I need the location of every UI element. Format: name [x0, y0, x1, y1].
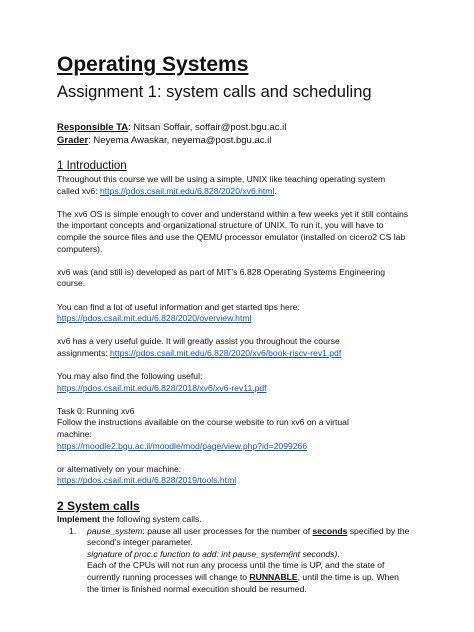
- grader-role-label: Grader: [57, 134, 89, 146]
- item-line6: the timer is finished normal execution should be resumed.: [87, 583, 307, 594]
- staff-block: [57, 122, 457, 147]
- intro-p1-line1: Throughout this course we will be using a simple, UNIX like teaching operating system: [57, 174, 386, 184]
- intro-p4-line1: You can find a lot of useful information and get started tips here:: [57, 301, 300, 312]
- alternative-paragraph: [57, 464, 457, 487]
- list-item: [57, 526, 457, 596]
- implement-rest: the following system calls.: [99, 514, 202, 525]
- syscall-name: pause_system: [87, 525, 143, 536]
- ta-role-label: Responsible TA: [57, 122, 129, 133]
- xv6-rev11-link[interactable]: https://pdos.csail.mit.edu/6.828/2018/xv6/xv6-rev11.pdf: [57, 382, 267, 393]
- intro-p1-line2-prefix: called xv6:: [57, 185, 100, 196]
- intro-p1-suffix: .: [274, 185, 277, 196]
- section-heading-introduction: 1 Introduction: [57, 160, 127, 172]
- grader-value: : Neyema Awaskar, neyema@post.bgu.ac.il: [88, 134, 272, 146]
- intro-p3-line1: xv6 was (and still is) developed as part of MIT’s 6.828 Operating Systems Engineering: [57, 266, 385, 277]
- runnable-keyword: RUNNABLE: [249, 572, 298, 582]
- moodle-link[interactable]: https://moodle2.bgu.ac.il/moodle/mod/page/view.php?id=2099266: [57, 440, 308, 451]
- ta-value: : Nitsan Soffair, soffair@post.bgu.ac.il: [128, 122, 287, 133]
- list-item-number: 1.: [69, 525, 77, 536]
- page-title: Operating Systems: [57, 53, 249, 76]
- system-calls-list: [57, 526, 457, 596]
- intro-paragraph-1: [57, 174, 457, 197]
- grader-line: [57, 135, 457, 148]
- intro-p2-line4: computers).: [57, 243, 103, 254]
- intro-paragraph-5: [57, 336, 457, 359]
- alternative-line1: or alternatively on your machine:: [57, 463, 182, 474]
- intro-paragraph-2: [57, 209, 457, 255]
- implement-bold: Implement: [57, 514, 100, 525]
- item-line4: Each of the CPUs will not run any process until the time is UP, and the state of: [87, 560, 385, 571]
- item-line5-a: currently running processes will change to: [87, 572, 250, 582]
- responsible-ta-line: [57, 122, 457, 135]
- xv6-book-link[interactable]: https://pdos.csail.mit.edu/6.828/2020/xv6/book-riscv-rev1.pdf: [110, 347, 342, 358]
- intro-p2-line1: The xv6 OS is simple enough to cover and understand within a few weeks yet it still contains: [57, 208, 409, 219]
- task0-paragraph: [57, 406, 457, 452]
- intro-p5-line2-prefix: assignments:: [57, 347, 111, 358]
- seconds-keyword: seconds: [312, 525, 348, 536]
- intro-p2-line3: compile the source files and use the QEMU processor emulator (installed on cicero2 CS lab: [57, 231, 406, 242]
- intro-paragraph-4: [57, 302, 457, 325]
- tools-link[interactable]: https://pdos.csail.mit.edu/6.828/2019/tools.html: [57, 475, 237, 486]
- implement-line: [57, 514, 457, 526]
- intro-p3-line2: course.: [57, 278, 86, 289]
- item-line5-b: , until the time is up. When: [297, 572, 399, 582]
- xv6-homepage-link[interactable]: https://pdos.csail.mit.edu/6.828/2020/xv6.html: [100, 185, 275, 196]
- section-heading-system-calls: 2 System calls: [57, 499, 140, 514]
- task0-title: Task 0: Running xv6: [57, 405, 135, 416]
- intro-p5-line1: xv6 has a very useful guide. It will greatly assist you throughout the course: [57, 336, 340, 347]
- item-line1-b: specified by the: [347, 525, 410, 536]
- signature-suffix: .: [337, 548, 340, 559]
- item-line1-a: : pause all user processes for the number of: [142, 525, 313, 536]
- signature-code: int pause_system(int seconds): [221, 548, 338, 559]
- page-subtitle: Assignment 1: system calls and scheduling: [57, 83, 372, 101]
- task0-line2: Follow the instructions available on the course website to run xv6 on a virtual: [57, 417, 349, 428]
- task0-line3: machine:: [57, 429, 92, 440]
- signature-prefix: signature of proc.c function to add:: [87, 548, 222, 559]
- overview-link[interactable]: https://pdos.csail.mit.edu/6.828/2020/overview.html: [57, 313, 252, 324]
- intro-p2-line2: the important concepts and organizational structure of UNIX. To run it, you will have to: [57, 220, 384, 231]
- intro-paragraph-6: [57, 371, 457, 394]
- intro-paragraph-3: [57, 267, 457, 290]
- item-line2: second's integer parameter.: [87, 537, 193, 548]
- intro-p6-line1: You may also find the following useful:: [57, 371, 203, 382]
- document-page: [57, 52, 457, 595]
